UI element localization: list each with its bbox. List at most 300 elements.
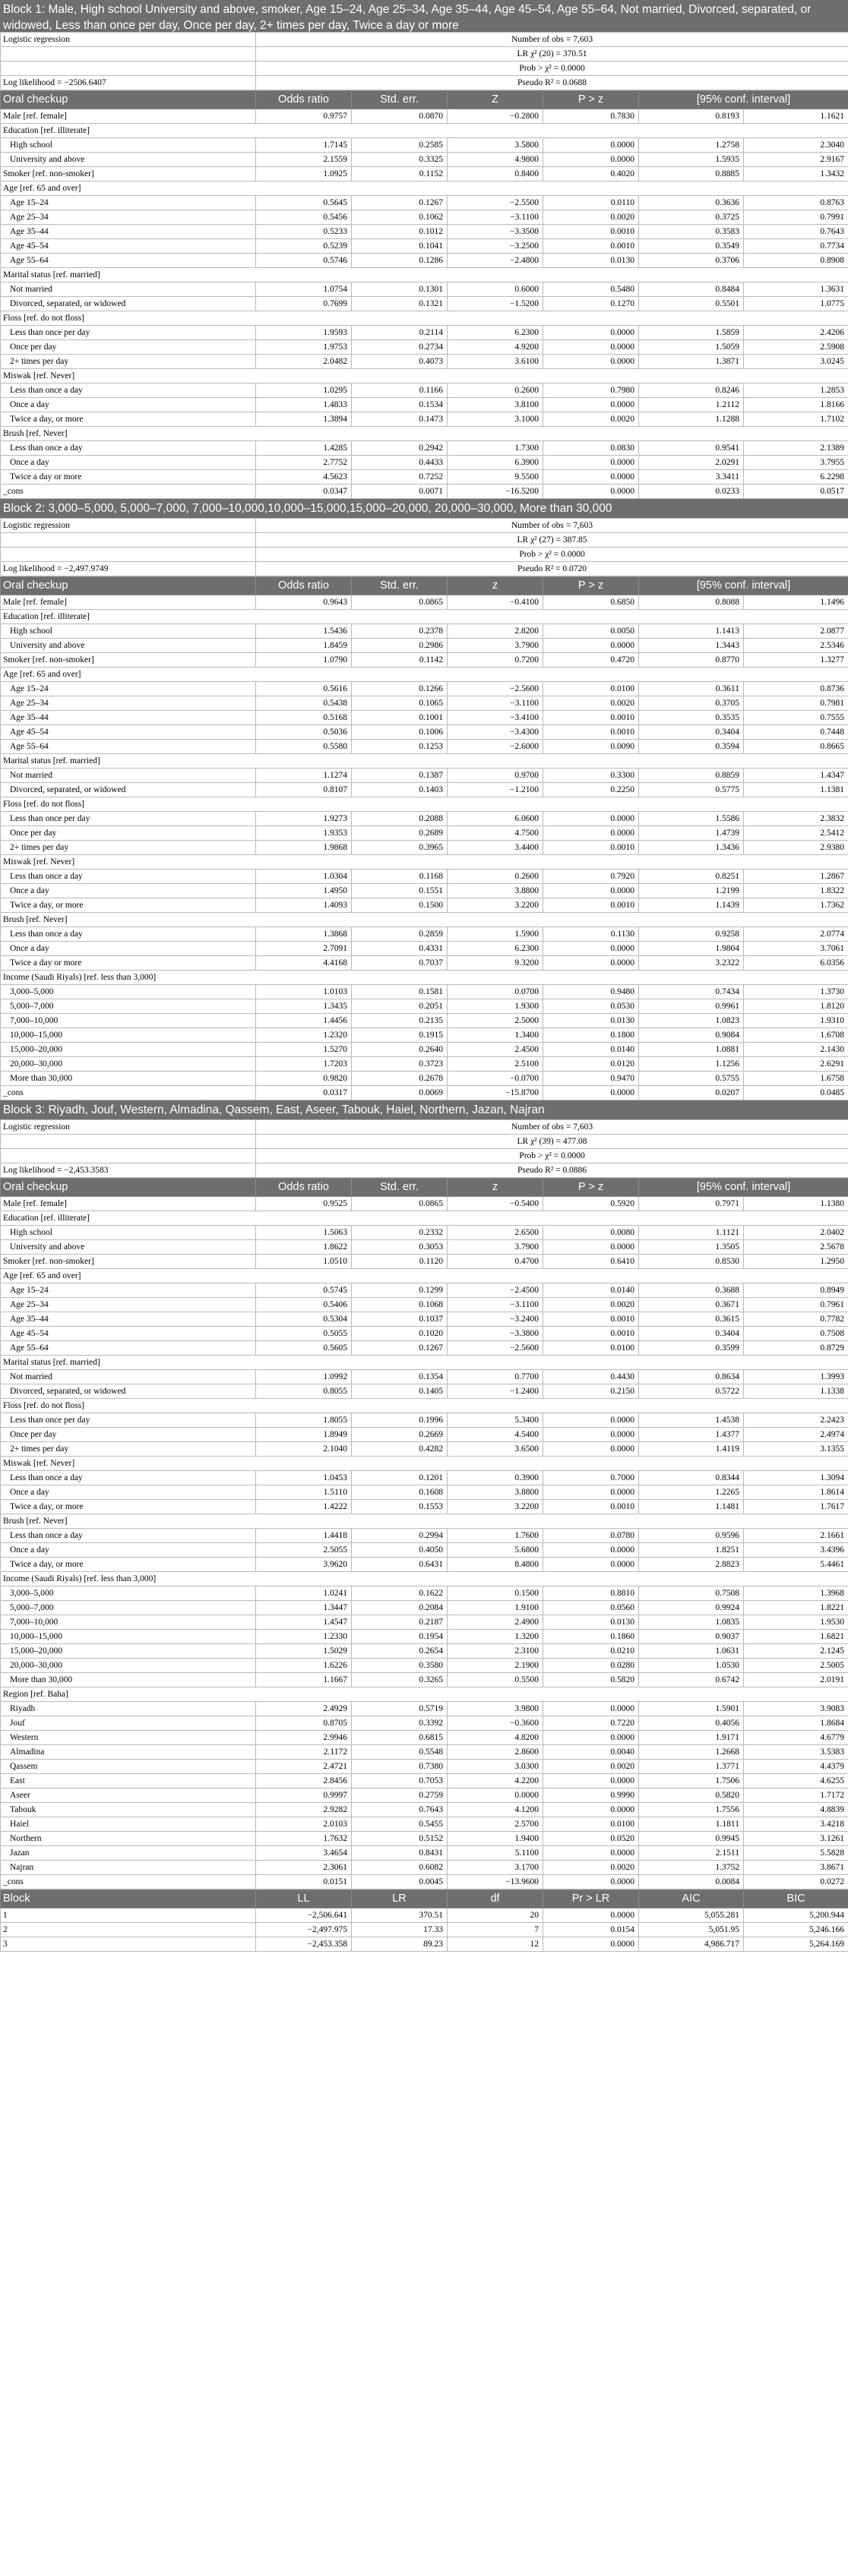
z-value: −0.0700 [448, 1072, 543, 1086]
summary-col-bic: BIC [744, 1890, 848, 1908]
std-err: 0.1405 [352, 1384, 448, 1399]
summary-row [1, 1937, 848, 1952]
odds-ratio: 1.5063 [256, 1226, 352, 1240]
z-value: −2.5500 [448, 196, 543, 210]
odds-ratio: 2.1559 [256, 153, 352, 167]
summary-col-df: df [448, 1890, 543, 1908]
ci-lower: 0.8088 [639, 595, 744, 610]
ci-upper: 1.9530 [744, 1615, 848, 1630]
z-value: 6.3900 [448, 456, 543, 470]
p-value: 0.0010 [543, 898, 639, 913]
ci-lower: 0.7508 [639, 1586, 744, 1601]
table-row [1, 1774, 848, 1788]
row-label: 10,000–15,000 [1, 1630, 256, 1644]
ci-lower: 0.9084 [639, 1028, 744, 1043]
odds-ratio: 1.9353 [256, 826, 352, 841]
table-row [1, 167, 848, 182]
row-label: 7,000–10,000 [1, 1014, 256, 1028]
ci-lower: 0.7971 [639, 1197, 744, 1211]
z-value: 3.9800 [448, 1702, 543, 1716]
table-row [1, 297, 848, 311]
ci-lower: 0.9037 [639, 1630, 744, 1644]
section-label: Age [ref. 65 and over] [1, 1269, 848, 1283]
p-value: 0.0000 [543, 355, 639, 369]
p-value: 0.3300 [543, 769, 639, 783]
odds-ratio: 0.8055 [256, 1384, 352, 1399]
ci-lower: 0.3611 [639, 682, 744, 696]
row-label: Age 55–64 [1, 254, 256, 268]
std-err: 0.1581 [352, 985, 448, 999]
section-label: Income (Saudi Riyals) [ref. less than 3,000] [1, 971, 848, 985]
ci-upper: 3.0245 [744, 355, 848, 369]
summary-aic: 4,986.717 [639, 1937, 744, 1952]
prob-stat: Prob > χ² = 0.0000 [256, 548, 848, 562]
z-value: −3.1100 [448, 1298, 543, 1312]
table-row [1, 1485, 848, 1500]
table-row [1, 1615, 848, 1630]
block-1-stats [0, 32, 848, 90]
ci-upper: 0.0517 [744, 485, 848, 499]
ci-upper: 1.1338 [744, 1384, 848, 1399]
ci-lower: 1.7556 [639, 1803, 744, 1817]
row-label: Divorced, separated, or widowed [1, 297, 256, 311]
ci-lower: 0.3725 [639, 210, 744, 225]
std-err: 0.3723 [352, 1057, 448, 1072]
p-value: 0.0040 [543, 1745, 639, 1760]
std-err: 0.1168 [352, 870, 448, 884]
std-err: 0.2640 [352, 1043, 448, 1057]
z-value: 1.9300 [448, 999, 543, 1014]
std-err: 0.1267 [352, 196, 448, 210]
z-value: 0.1500 [448, 1586, 543, 1601]
table-row [1, 1086, 848, 1100]
z-value: −3.1100 [448, 696, 543, 711]
std-err: 0.1201 [352, 1471, 448, 1485]
section-label: Floss [ref. do not floss] [1, 1399, 848, 1413]
section-label: Age [ref. 65 and over] [1, 668, 848, 682]
summary-aic: 5,055.281 [639, 1908, 744, 1923]
row-label: Twice a day or more [1, 470, 256, 485]
p-value: 0.1270 [543, 297, 639, 311]
ci-upper: 4.4379 [744, 1760, 848, 1774]
table-row [1, 398, 848, 412]
ci-upper: 1.2950 [744, 1255, 848, 1269]
table-row [1, 1240, 848, 1255]
ci-lower: 0.8344 [639, 1471, 744, 1485]
ci-lower: 1.3752 [639, 1861, 744, 1875]
z-value: −2.4500 [448, 1283, 543, 1298]
std-err: 0.4282 [352, 1442, 448, 1457]
z-value: 3.7900 [448, 639, 543, 653]
p-value: 0.7830 [543, 109, 639, 124]
p-value: 0.0010 [543, 239, 639, 254]
p-value: 0.7220 [543, 1716, 639, 1731]
col-odds-ratio: Odds ratio [256, 577, 352, 595]
z-value: 4.7500 [448, 826, 543, 841]
z-value: 2.8600 [448, 1745, 543, 1760]
p-value: 0.0020 [543, 1861, 639, 1875]
std-err: 0.2585 [352, 138, 448, 153]
col-std-err: Std. err. [352, 91, 448, 109]
row-label: Divorced, separated, or widowed [1, 1384, 256, 1399]
p-value: 0.0110 [543, 196, 639, 210]
section-row [1, 311, 848, 326]
p-value: 0.0000 [543, 1413, 639, 1428]
p-value: 0.0000 [543, 956, 639, 971]
ci-lower: 0.4056 [639, 1716, 744, 1731]
table-row [1, 1327, 848, 1341]
z-value: 3.5800 [448, 138, 543, 153]
std-err: 0.5455 [352, 1817, 448, 1832]
col-p: P > z [543, 91, 639, 109]
p-value: 0.0010 [543, 711, 639, 725]
col-conf-interval: [95% conf. interval] [639, 91, 848, 109]
ci-upper: 0.7508 [744, 1327, 848, 1341]
section-label: Brush [ref. Never] [1, 1514, 848, 1529]
ci-lower: 1.4377 [639, 1428, 744, 1442]
odds-ratio: 0.7699 [256, 297, 352, 311]
row-label: Once a day [1, 884, 256, 898]
ci-lower: 0.0207 [639, 1086, 744, 1100]
ci-upper: 1.3968 [744, 1586, 848, 1601]
p-value: 0.1800 [543, 1028, 639, 1043]
z-value: 2.1900 [448, 1659, 543, 1673]
ci-lower: 2.8823 [639, 1558, 744, 1572]
std-err: 0.2678 [352, 1072, 448, 1086]
z-value: 2.5700 [448, 1817, 543, 1832]
z-value: 0.6000 [448, 283, 543, 297]
z-value: 6.0600 [448, 812, 543, 826]
odds-ratio: 2.0482 [256, 355, 352, 369]
std-err: 0.7252 [352, 470, 448, 485]
table-row [1, 1312, 848, 1327]
row-label: Male [ref. female] [1, 595, 256, 610]
ci-upper: 2.0191 [744, 1673, 848, 1687]
row-label: Age 45–54 [1, 1327, 256, 1341]
z-value: 5.1100 [448, 1846, 543, 1861]
row-label: Age 45–54 [1, 725, 256, 740]
row-label: Tabouk [1, 1803, 256, 1817]
p-value: 0.0140 [543, 1043, 639, 1057]
ci-upper: 1.8166 [744, 398, 848, 412]
p-value: 0.0000 [543, 326, 639, 340]
ci-upper: 1.9310 [744, 1014, 848, 1028]
summary-bic: 5,200.944 [744, 1908, 848, 1923]
summary-block: 1 [1, 1908, 256, 1923]
std-err: 0.1065 [352, 696, 448, 711]
ci-lower: 0.3599 [639, 1341, 744, 1356]
p-value: 0.5820 [543, 1673, 639, 1687]
std-err: 0.0865 [352, 1197, 448, 1211]
table-row [1, 254, 848, 268]
table-row [1, 1745, 848, 1760]
ci-upper: 2.1661 [744, 1529, 848, 1543]
z-value: 3.4400 [448, 841, 543, 855]
row-label: Less than once a day [1, 927, 256, 942]
table-row [1, 1716, 848, 1731]
z-value: 3.8100 [448, 398, 543, 412]
ci-upper: 2.0402 [744, 1226, 848, 1240]
p-value: 0.0050 [543, 624, 639, 639]
z-value: −2.5600 [448, 1341, 543, 1356]
row-label: Age 45–54 [1, 239, 256, 254]
section-row [1, 913, 848, 927]
row-label: 5,000–7,000 [1, 1601, 256, 1615]
section-row [1, 1356, 848, 1370]
loglik-stat: Log likelihood = −2506.6407 [1, 76, 256, 90]
row-label: Less than once per day [1, 812, 256, 826]
ci-upper: 2.1389 [744, 441, 848, 456]
row-label: 3,000–5,000 [1, 1586, 256, 1601]
std-err: 0.8431 [352, 1846, 448, 1861]
z-value: −1.2400 [448, 1384, 543, 1399]
table-row [1, 412, 848, 427]
ci-upper: 1.8221 [744, 1601, 848, 1615]
row-label: 2+ times per day [1, 841, 256, 855]
std-err: 0.1553 [352, 1500, 448, 1514]
ci-lower: 0.9541 [639, 441, 744, 456]
p-value: 0.0130 [543, 254, 639, 268]
col-z: z [448, 1179, 543, 1197]
row-label: 15,000–20,000 [1, 1043, 256, 1057]
section-row [1, 610, 848, 624]
p-value: 0.0100 [543, 1341, 639, 1356]
std-err: 0.1068 [352, 1298, 448, 1312]
ci-upper: 1.1381 [744, 783, 848, 797]
prob-stat: Prob > χ² = 0.0000 [256, 62, 848, 76]
section-row [1, 124, 848, 138]
ci-upper: 4.6779 [744, 1731, 848, 1745]
method-label: Logistic regression [1, 519, 256, 533]
loglik-stat: Log likelihood = −2,453.3583 [1, 1163, 256, 1178]
col-z: z [448, 577, 543, 595]
std-err: 0.0865 [352, 595, 448, 610]
row-label: High school [1, 138, 256, 153]
z-value: 0.7700 [448, 1370, 543, 1384]
row-label: Riyadh [1, 1702, 256, 1716]
std-err: 0.2689 [352, 826, 448, 841]
p-value: 0.9990 [543, 1788, 639, 1803]
z-value: 2.8200 [448, 624, 543, 639]
section-row [1, 754, 848, 769]
section-row [1, 1211, 848, 1226]
z-value: 0.0000 [448, 1788, 543, 1803]
row-label: Northern [1, 1832, 256, 1846]
lr-stat: LR χ² (39) = 477.08 [256, 1135, 848, 1149]
summary-lr: 17.33 [352, 1923, 448, 1937]
p-value: 0.8810 [543, 1586, 639, 1601]
std-err: 0.7053 [352, 1774, 448, 1788]
p-value: 0.0000 [543, 153, 639, 167]
ci-lower: 1.0835 [639, 1615, 744, 1630]
odds-ratio: 0.0347 [256, 485, 352, 499]
table-row [1, 639, 848, 653]
z-value: 4.8200 [448, 1731, 543, 1745]
odds-ratio: 0.5645 [256, 196, 352, 210]
ci-upper: 3.9083 [744, 1702, 848, 1716]
col-oral-checkup: Oral checkup [1, 577, 256, 595]
odds-ratio: 1.0510 [256, 1255, 352, 1269]
odds-ratio: 1.5436 [256, 624, 352, 639]
p-value: 0.1860 [543, 1630, 639, 1644]
column-header-row [1, 577, 848, 595]
table-row [1, 1846, 848, 1861]
ci-lower: 0.8859 [639, 769, 744, 783]
z-value: −2.4800 [448, 254, 543, 268]
table-row [1, 1341, 848, 1356]
p-value: 0.0000 [543, 942, 639, 956]
odds-ratio: 0.5055 [256, 1327, 352, 1341]
ci-lower: 1.3871 [639, 355, 744, 369]
std-err: 0.1473 [352, 412, 448, 427]
p-value: 0.7000 [543, 1471, 639, 1485]
odds-ratio: 0.5605 [256, 1341, 352, 1356]
row-label: Once per day [1, 340, 256, 355]
row-label: Not married [1, 1370, 256, 1384]
ci-upper: 2.1245 [744, 1644, 848, 1659]
table-row [1, 927, 848, 942]
std-err: 0.0045 [352, 1875, 448, 1889]
std-err: 0.1266 [352, 682, 448, 696]
ci-lower: 1.9804 [639, 942, 744, 956]
ci-upper: 2.0774 [744, 927, 848, 942]
odds-ratio: 1.0304 [256, 870, 352, 884]
odds-ratio: 0.5168 [256, 711, 352, 725]
p-value: 0.0520 [543, 1832, 639, 1846]
ci-lower: 0.3671 [639, 1298, 744, 1312]
row-label: Less than once a day [1, 441, 256, 456]
std-err: 0.0069 [352, 1086, 448, 1100]
table-row [1, 985, 848, 999]
z-value: 5.6800 [448, 1543, 543, 1558]
ci-upper: 2.5908 [744, 340, 848, 355]
table-row [1, 826, 848, 841]
std-err: 0.1354 [352, 1370, 448, 1384]
row-label: Twice a day, or more [1, 1558, 256, 1572]
z-value: 3.8800 [448, 1485, 543, 1500]
row-label: 7,000–10,000 [1, 1615, 256, 1630]
row-label: Age 15–24 [1, 1283, 256, 1298]
section-label: Miswak [ref. Never] [1, 369, 848, 384]
table-row [1, 1072, 848, 1086]
odds-ratio: 0.5746 [256, 254, 352, 268]
z-value: 1.3200 [448, 1630, 543, 1644]
odds-ratio: 0.9997 [256, 1788, 352, 1803]
z-value: 6.2300 [448, 326, 543, 340]
std-err: 0.2135 [352, 1014, 448, 1028]
table-row [1, 1803, 848, 1817]
row-label: Twice a day or more [1, 956, 256, 971]
col-p: P > z [543, 577, 639, 595]
col-oral-checkup: Oral checkup [1, 1179, 256, 1197]
table-row [1, 441, 848, 456]
odds-ratio: 2.8456 [256, 1774, 352, 1788]
row-label: Western [1, 1731, 256, 1745]
row-label: Aseer [1, 1788, 256, 1803]
std-err: 0.2084 [352, 1601, 448, 1615]
z-value: 1.3400 [448, 1028, 543, 1043]
row-label: Twice a day, or more [1, 898, 256, 913]
odds-ratio: 0.5036 [256, 725, 352, 740]
row-label: Haiel [1, 1817, 256, 1832]
ci-upper: 3.4396 [744, 1543, 848, 1558]
odds-ratio: 0.5239 [256, 239, 352, 254]
p-value: 0.1130 [543, 927, 639, 942]
ci-lower: 1.1256 [639, 1057, 744, 1072]
row-label: Age 15–24 [1, 196, 256, 210]
std-err: 0.5548 [352, 1745, 448, 1760]
std-err: 0.2332 [352, 1226, 448, 1240]
p-value: 0.0560 [543, 1601, 639, 1615]
p-value: 0.0010 [543, 1500, 639, 1514]
std-err: 0.3580 [352, 1659, 448, 1673]
block-2-stats [0, 518, 848, 576]
ci-lower: 0.3615 [639, 1312, 744, 1327]
std-err: 0.2986 [352, 639, 448, 653]
odds-ratio: 2.1172 [256, 1745, 352, 1760]
ci-lower: 1.2668 [639, 1745, 744, 1760]
summary-ll: −2,506.641 [256, 1908, 352, 1923]
prob-stat: Prob > χ² = 0.0000 [256, 1149, 848, 1163]
std-err: 0.1551 [352, 884, 448, 898]
method-label: Logistic regression [1, 1120, 256, 1135]
std-err: 0.0870 [352, 109, 448, 124]
summary-block: 2 [1, 1923, 256, 1937]
ci-lower: 0.8885 [639, 167, 744, 182]
row-label: East [1, 1774, 256, 1788]
ci-upper: 2.4206 [744, 326, 848, 340]
row-label: High school [1, 1226, 256, 1240]
std-err: 0.3053 [352, 1240, 448, 1255]
block-1-coef-table [0, 90, 848, 499]
section-label: Marital status [ref. married] [1, 1356, 848, 1370]
odds-ratio: 1.9273 [256, 812, 352, 826]
std-err: 0.5152 [352, 1832, 448, 1846]
block-3-stats [0, 1119, 848, 1178]
ci-upper: 6.2298 [744, 470, 848, 485]
ci-lower: 0.5501 [639, 297, 744, 311]
row-label: Twice a day, or more [1, 412, 256, 427]
ci-lower: 0.8251 [639, 870, 744, 884]
ci-upper: 2.5346 [744, 639, 848, 653]
p-value: 0.0000 [543, 1774, 639, 1788]
row-label: Age 55–64 [1, 1341, 256, 1356]
z-value: 1.9100 [448, 1601, 543, 1615]
table-row [1, 1817, 848, 1832]
row-label: 15,000–20,000 [1, 1644, 256, 1659]
std-err: 0.2114 [352, 326, 448, 340]
odds-ratio: 2.7091 [256, 942, 352, 956]
row-label: Divorced, separated, or widowed [1, 783, 256, 797]
table-row [1, 1413, 848, 1428]
ci-upper: 2.1430 [744, 1043, 848, 1057]
p-value: 0.0140 [543, 1283, 639, 1298]
table-row [1, 696, 848, 711]
odds-ratio: 1.0925 [256, 167, 352, 182]
ci-upper: 6.0356 [744, 956, 848, 971]
row-label: Age 25–34 [1, 210, 256, 225]
table-row [1, 470, 848, 485]
section-label: Income (Saudi Riyals) [ref. less than 3,000] [1, 1572, 848, 1586]
ci-lower: 1.2112 [639, 398, 744, 412]
table-row [1, 1043, 848, 1057]
ci-lower: 0.5722 [639, 1384, 744, 1399]
std-err: 0.7643 [352, 1803, 448, 1817]
table-row [1, 1788, 848, 1803]
z-value: 2.5000 [448, 1014, 543, 1028]
summary-col-pr-lr: Pr > LR [543, 1890, 639, 1908]
table-row [1, 1442, 848, 1457]
